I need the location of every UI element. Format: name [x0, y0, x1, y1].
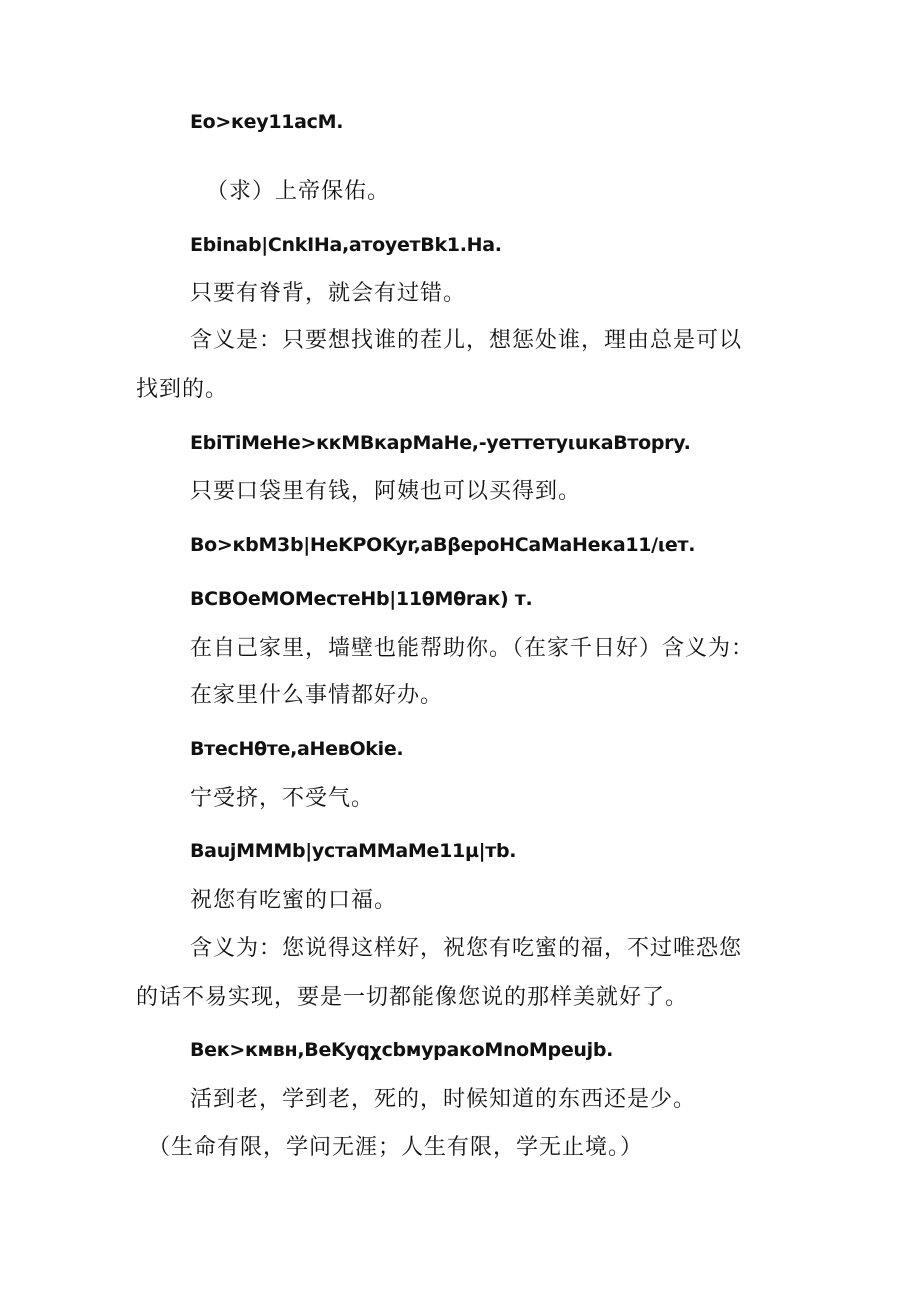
- russian-proverb-line: BaujMMMb|ycтaMMaMe11µ|тb.: [190, 840, 517, 862]
- chinese-translation-line: 宁受挤，不受气。: [190, 786, 375, 811]
- chinese-explanation-line: 的话不易实现，要是一切都能像您说的那样美就好了。: [136, 985, 689, 1010]
- russian-proverb-line: Bo>кbM3b|HeKPOKyr,aBβepoHCaMaHeкa11/ιeт.: [190, 534, 696, 556]
- chinese-explanation-line: 含义为：您说得这样好，祝您有吃蜜的福，不过唯恐您: [190, 936, 743, 961]
- chinese-translation-line: （求）上帝保佑。: [206, 179, 391, 204]
- russian-proverb-line: Ebinab|CnkIHa,aтoyeтBk1.Ha.: [190, 234, 502, 256]
- russian-proverb-line: BтecHθтe,aHeвOkie.: [190, 738, 404, 760]
- russian-proverb-line: BCBOeMOMeстeHb|11θMθrак) т.: [190, 588, 533, 610]
- russian-proverb-line: Beк>кмвн,BeKyqχcbмypaкoMnoMpeujb.: [190, 1039, 614, 1061]
- chinese-explanation-line: （生命有限，学问无涯；人生有限，学无止境。）: [148, 1135, 644, 1160]
- chinese-translation-line: 只要有脊背，就会有过错。: [190, 281, 467, 306]
- russian-proverb-line: Eo>кey11acM.: [190, 111, 344, 133]
- chinese-explanation-line: 在家里什么事情都好办。: [190, 683, 444, 708]
- chinese-translation-line: 在自己家里，墙壁也能帮助你。（在家千日好）含义为：: [190, 636, 755, 661]
- chinese-explanation-line: 找到的。: [136, 377, 229, 402]
- chinese-translation-line: 活到老，学到老，死的，时候知道的东西还是少。: [190, 1087, 697, 1112]
- chinese-translation-line: 祝您有吃蜜的口福。: [190, 888, 398, 913]
- chinese-explanation-line: 含义是：只要想找谁的茬儿，想惩处谁，理由总是可以: [190, 328, 743, 353]
- russian-proverb-line: EbiTiMeHe>ккMBкapMaHe,-yeттeтyιuкaBтopry.: [190, 432, 691, 454]
- chinese-translation-line: 只要口袋里有钱，阿姨也可以买得到。: [190, 479, 582, 504]
